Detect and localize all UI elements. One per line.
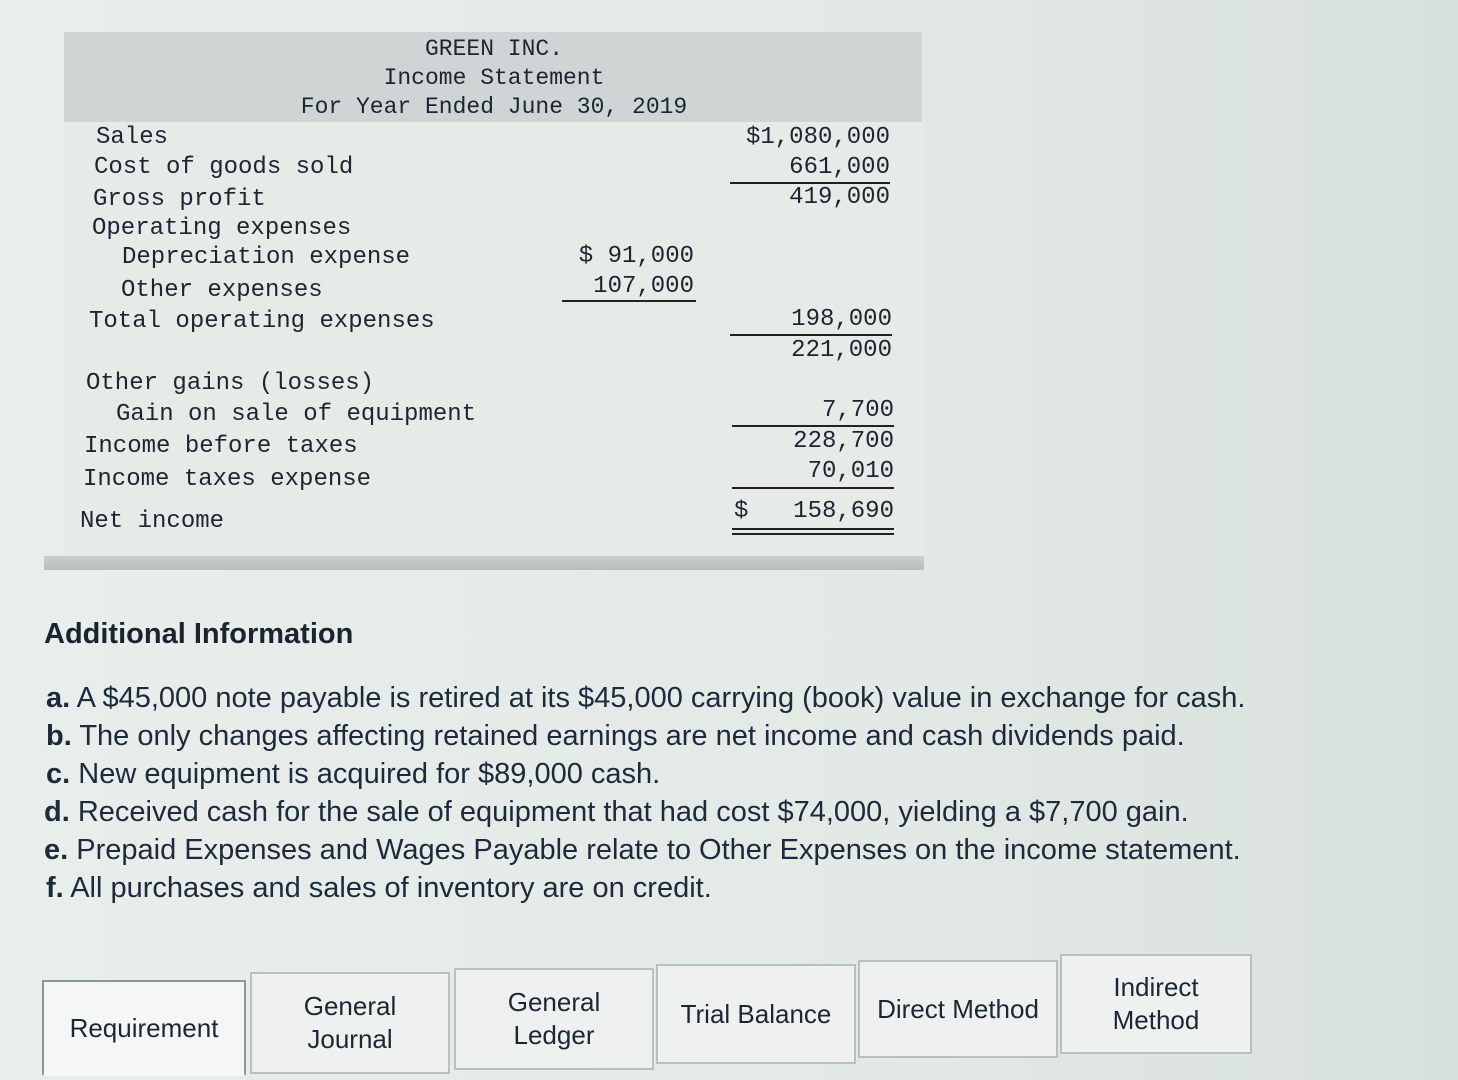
sales-amount: $1,080,000 bbox=[745, 124, 890, 151]
net-income-double-underline-bottom bbox=[732, 533, 894, 535]
subtotal-amount: 221,000 bbox=[791, 337, 892, 364]
tab-label: General bbox=[303, 991, 397, 1021]
tab-indirect-method[interactable] bbox=[1060, 954, 1252, 1054]
net-income-double-underline-top bbox=[732, 528, 894, 530]
gain-sale-amount: 7,700 bbox=[821, 397, 894, 424]
income-before-taxes-amount: 228,700 bbox=[793, 428, 894, 455]
info-item-d bbox=[44, 796, 1189, 829]
net-income-amount: 158,690 bbox=[793, 498, 894, 525]
info-text: New equipment is acquired for $89,000 cash. bbox=[78, 758, 661, 790]
tab-label-line2: Method bbox=[1112, 1005, 1200, 1035]
info-letter: b. bbox=[46, 720, 72, 752]
tab-general-journal[interactable] bbox=[250, 972, 450, 1074]
income-statement bbox=[64, 32, 924, 567]
tab-direct-method[interactable] bbox=[858, 960, 1058, 1058]
depreciation-amount: $ 91,000 bbox=[578, 243, 694, 270]
additional-info-title: Additional Information bbox=[44, 618, 354, 650]
info-item-a bbox=[46, 682, 1245, 715]
income-taxes-amount: 70,010 bbox=[807, 458, 894, 485]
tab-label: General bbox=[507, 987, 601, 1017]
info-letter: f. bbox=[46, 872, 64, 904]
taxes-underline bbox=[732, 487, 894, 489]
tab-label-line2: Journal bbox=[307, 1024, 393, 1054]
info-letter: a. bbox=[46, 682, 71, 714]
net-income-currency: $ bbox=[734, 498, 749, 525]
info-text: Prepaid Expenses and Wages Payable relate to Other Expenses on the income statement. bbox=[76, 834, 1241, 866]
info-item-b bbox=[46, 720, 1185, 753]
statement-period: For Year Ended June 30, 2019 bbox=[300, 94, 688, 120]
info-item-e bbox=[44, 834, 1241, 867]
inner-underline bbox=[562, 300, 696, 302]
info-text: Received cash for the sale of equipment that had cost $74,000, yielding a $7,700 gain. bbox=[77, 796, 1189, 828]
statement-bottom-bar bbox=[44, 556, 924, 570]
other-gains-header-label: Other gains (losses) bbox=[86, 370, 375, 397]
cogs-amount: 661,000 bbox=[789, 154, 890, 181]
tab-label-line2: Ledger bbox=[513, 1020, 595, 1050]
other-expenses-label: Other expenses bbox=[121, 277, 323, 304]
gain-underline bbox=[732, 425, 894, 427]
info-text: A $45,000 note payable is retired at its $45,000 carrying (book) value in exchange for cash. bbox=[76, 682, 1246, 714]
other-expenses-amount: 107,000 bbox=[593, 273, 694, 300]
income-before-taxes-label: Income before taxes bbox=[84, 433, 358, 460]
info-letter: d. bbox=[44, 796, 70, 828]
tab-label: Indirect bbox=[1113, 972, 1199, 1002]
statement-title: Income Statement bbox=[383, 65, 605, 91]
info-letter: c. bbox=[46, 758, 71, 790]
gain-sale-label: Gain on sale of equipment bbox=[116, 401, 477, 428]
info-item-c bbox=[46, 758, 660, 791]
sales-label: Sales bbox=[96, 124, 169, 151]
tab-general-ledger[interactable] bbox=[454, 968, 654, 1070]
tab-label: Direct Method bbox=[877, 993, 1039, 1024]
tab-label: Requirement bbox=[69, 1012, 219, 1043]
depreciation-label: Depreciation expense bbox=[122, 244, 411, 271]
net-income-label: Net income bbox=[80, 508, 225, 535]
info-text: All purchases and sales of inventory are on credit. bbox=[70, 872, 712, 904]
tab-requirement[interactable] bbox=[42, 980, 246, 1076]
total-opex-underline bbox=[730, 334, 892, 336]
total-opex-label: Total operating expenses bbox=[89, 308, 435, 335]
tab-trial-balance[interactable] bbox=[656, 964, 856, 1064]
info-item-f bbox=[46, 872, 712, 905]
gross-profit-amount: 419,000 bbox=[789, 184, 890, 211]
company-name: GREEN INC. bbox=[424, 36, 564, 62]
total-opex-amount: 198,000 bbox=[791, 306, 892, 333]
income-taxes-label: Income taxes expense bbox=[83, 466, 372, 493]
cogs-label: Cost of goods sold bbox=[94, 154, 354, 181]
info-letter: e. bbox=[44, 834, 69, 866]
opex-header-label: Operating expenses bbox=[92, 215, 352, 242]
tab-label: Trial Balance bbox=[680, 998, 832, 1029]
gross-profit-label: Gross profit bbox=[93, 186, 266, 213]
info-text: The only changes affecting retained earnings are net income and cash dividends paid. bbox=[79, 720, 1185, 752]
